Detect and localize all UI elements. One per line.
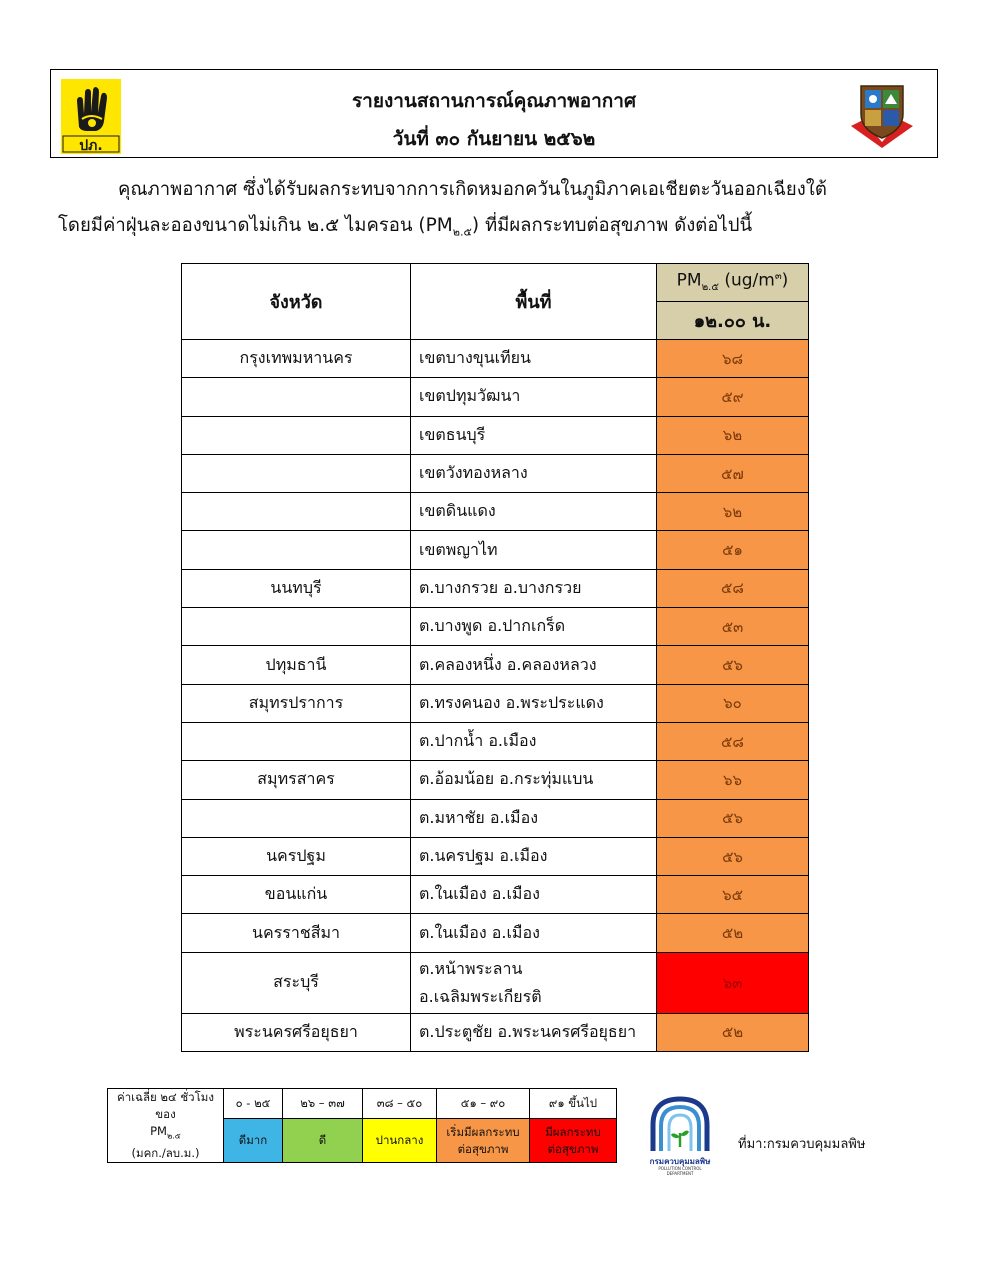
table-row [182,914,809,952]
table-row [182,646,809,684]
column-header-time: ๑๒.๐๐ น. [657,302,809,340]
pm25-value-cell: ๖๒ [657,493,809,531]
pollution-control-department-logo-icon [645,1095,715,1176]
province-cell: นครราชสีมา [182,914,411,952]
area-cell: ต.ในเมือง อ.เมือง [411,914,657,952]
table-row [182,837,809,875]
pm25-value-cell: ๖๒ [657,416,809,454]
province-cell [182,416,411,454]
pm25-value-cell: ๖๓ [657,952,809,1013]
province-cell: นนทบุรี [182,569,411,607]
pcd-logo-text: กรมควบคุมมลพิษ [649,1157,711,1166]
report-date: วันที่ ๓๐ กันยายน ๒๕๖๒ [392,128,596,150]
intro-line-2-end: ) ที่มีผลกระทบต่อสุขภาพ ดังต่อไปนี้ [471,215,753,236]
pm25-value-cell: ๕๓ [657,608,809,646]
pm25-value-cell: ๕๘ [657,569,809,607]
table-row [182,799,809,837]
legend-range: ๙๑ ขึ้นไป [530,1089,617,1119]
pm25-value-cell: ๕๒ [657,1013,809,1051]
pm25-value-cell: ๕๖ [657,646,809,684]
table-row [182,608,809,646]
legend-range: ๒๖ – ๓๗ [283,1089,363,1119]
table-row [182,684,809,722]
legend-category-moderate: ปานกลาง [363,1119,437,1163]
report-header [50,69,938,158]
legend-range: ๓๘ – ๕๐ [363,1089,437,1119]
pm25-value-cell: ๕๖ [657,837,809,875]
legend-label [108,1089,224,1163]
province-cell: สระบุรี [182,952,411,1013]
report-title: รายงานสถานการณ์คุณภาพอากาศ [351,90,637,112]
pm-subscript: ๒.๕ [452,225,472,239]
province-cell [182,531,411,569]
legend-category-good: ดี [283,1119,363,1163]
pm-label: PM [676,271,702,292]
province-cell [182,454,411,492]
legend-category-health-impact: มีผลกระทบ ต่อสุขภาพ [530,1119,617,1163]
table-row [182,416,809,454]
pm25-value-cell: ๕๖ [657,799,809,837]
area-cell: เขตดินแดง [411,493,657,531]
province-cell: สมุทรสาคร [182,761,411,799]
area-cell: เขตบางขุนเทียน [411,340,657,378]
pm25-value-cell: ๕๗ [657,454,809,492]
table-row [182,1013,809,1051]
area-cell: เขตธนบุรี [411,416,657,454]
pm-label-sub: ๒.๕ [701,282,719,294]
area-cell: ต.มหาชัย อ.เมือง [411,799,657,837]
province-cell: ขอนแก่น [182,876,411,914]
pm25-value-cell: ๕๑ [657,531,809,569]
area-cell [411,952,657,1013]
legend-label-pm-sub: ๒.๕ [166,1131,181,1141]
province-cell: กรุงเทพมหานคร [182,340,411,378]
area-line-1: ต.หน้าพระลาน [419,958,523,978]
table-row [182,952,809,1013]
intro-line-2: โดยมีค่าฝุ่นละอองขนาดไม่เกิน ๒.๕ ไมครอน (PM [58,215,453,236]
column-header-pm25 [657,264,809,302]
pm25-value-cell: ๖๘ [657,340,809,378]
intro-paragraph [58,172,938,251]
pm-unit: (ug/m [718,271,775,292]
crest-emblem-icon [847,80,917,148]
province-cell: สมุทรปราการ [182,684,411,722]
area-cell: ต.ทรงคนอง อ.พระประแดง [411,684,657,722]
legend-label-pm: PM [150,1124,167,1139]
province-cell [182,493,411,531]
pm25-table [181,263,809,1052]
pm-unit-close: ) [781,271,789,292]
logo-text: ปภ. [79,138,103,154]
column-header-province: จังหวัด [182,264,411,340]
province-cell [182,799,411,837]
pm25-value-cell: ๕๙ [657,378,809,416]
province-cell [182,378,411,416]
area-cell: เขตพญาไท [411,531,657,569]
province-cell: พระนครศรีอยุธยา [182,1013,411,1051]
column-header-area: พื้นที่ [411,264,657,340]
table-row [182,876,809,914]
area-cell: ต.บางกรวย อ.บางกรวย [411,569,657,607]
area-cell: ต.บางพูด อ.ปากเกร็ด [411,608,657,646]
area-cell: ต.อ้อมน้อย อ.กระทุ่มแบน [411,761,657,799]
aqi-legend [107,1088,617,1163]
area-cell: เขตปทุมวัฒนา [411,378,657,416]
pm25-value-cell: ๖๖ [657,761,809,799]
province-cell [182,608,411,646]
intro-line-1: คุณภาพอากาศ ซึ่งได้รับผลกระทบจากการเกิดหมอกควันในภูมิภาคเอเชียตะวันออกเฉียงใต้ [118,179,827,200]
table-row [182,761,809,799]
province-cell [182,722,411,760]
area-cell: ต.นครปฐม อ.เมือง [411,837,657,875]
pm25-value-cell: ๖๐ [657,684,809,722]
area-cell: เขตวังทองหลาง [411,454,657,492]
pm-unit-sup: ๓ [774,271,782,283]
legend-label-line1: ค่าเฉลี่ย ๒๔ ชั่วโมงของ [117,1090,214,1122]
province-cell: นครปฐม [182,837,411,875]
area-cell: ต.ในเมือง อ.เมือง [411,876,657,914]
area-cell: ต.คลองหนึ่ง อ.คลองหลวง [411,646,657,684]
legend-range: ๐ - ๒๕ [224,1089,283,1119]
pm25-value-cell: ๕๒ [657,914,809,952]
table-row [182,378,809,416]
area-cell: ต.ปากน้ำ อ.เมือง [411,722,657,760]
pm25-value-cell: ๖๕ [657,876,809,914]
table-row [182,722,809,760]
table-row [182,493,809,531]
legend-category-very-good: ดีมาก [224,1119,283,1163]
table-row [182,340,809,378]
legend-label-unit: (มคก./ลบ.ม.) [131,1145,200,1160]
province-cell: ปทุมธานี [182,646,411,684]
area-cell: ต.ประตูชัย อ.พระนครศรีอยุธยา [411,1013,657,1051]
legend-category-starting-impact: เริ่มมีผลกระทบ ต่อสุขภาพ [437,1119,530,1163]
pcd-logo-subtext: POLLUTION CONTROL DEPARTMENT [658,1166,702,1176]
area-line-2: อ.เฉลิมพระเกียรติ [419,986,542,1006]
legend-range: ๕๑ – ๙๐ [437,1089,530,1119]
pm25-value-cell: ๕๘ [657,722,809,760]
table-row [182,531,809,569]
table-row [182,454,809,492]
table-row [182,569,809,607]
data-source: ที่มา:กรมควบคุมมลพิษ [738,1137,866,1152]
